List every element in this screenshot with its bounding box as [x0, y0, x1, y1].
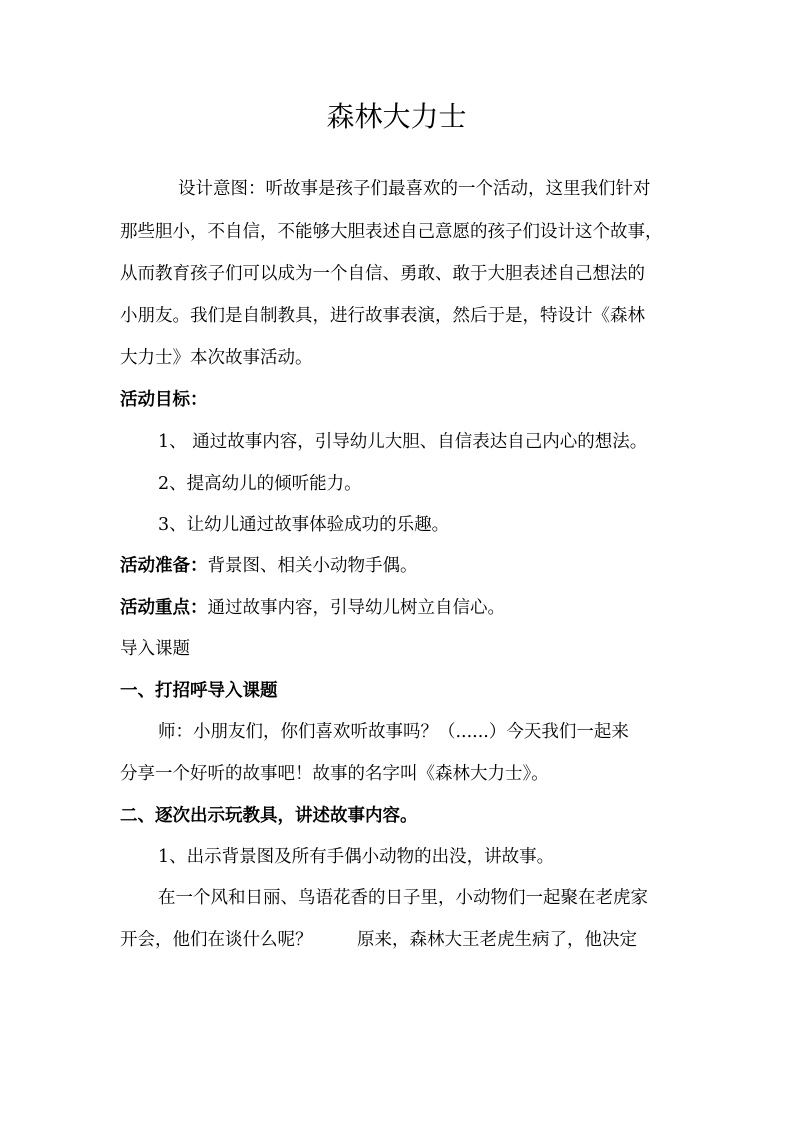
intro-topic: 导入课题	[120, 639, 190, 659]
section2-item-1: 1、出示背景图及所有手偶小动物的出没，讲故事。	[158, 847, 555, 867]
section1-line-1: 师：小朋友们，你们喜欢听故事吗？（......）今天我们一起来	[158, 722, 629, 742]
section2-line-1: 在一个风和日丽、鸟语花香的日子里，小动物们一起聚在老虎家	[158, 888, 648, 908]
section1-line-2: 分享一个好听的故事吧！故事的名字叫《森林大力士》。	[120, 764, 549, 784]
intro-line-5: 大力士》本次故事活动。	[120, 348, 313, 368]
focus-text: 通过故事内容，引导幼儿树立自信心。	[207, 598, 505, 618]
section2-heading: 二、逐次出示玩教具，讲述故事内容。	[120, 806, 418, 826]
section2-line-2: 开会，他们在谈什么呢？ 原来，森林大王老虎生病了，他决定	[120, 930, 637, 950]
prep-line	[120, 552, 418, 580]
prep-label: 活动准备：	[120, 556, 208, 576]
document-title: 森林大力士	[326, 100, 467, 133]
prep-text: 背景图、相关小动物手偶。	[207, 556, 418, 576]
intro-line-2: 那些胆小，不自信，不能够大胆表述自己意愿的孩子们设计这个故事，	[120, 222, 663, 242]
goal-item-3: 3、让幼儿通过故事体验成功的乐趣。	[158, 515, 450, 535]
focus-line	[120, 594, 505, 622]
intro-line-3: 从而教育孩子们可以成为一个自信、勇敢、敢于大胆表述自己想法的	[120, 264, 645, 284]
goals-label: 活动目标：	[120, 390, 208, 410]
focus-label: 活动重点：	[120, 598, 208, 618]
intro-line-1: 设计意图：听故事是孩子们最喜欢的一个活动，这里我们针对	[178, 179, 651, 199]
goal-item-2: 2、提高幼儿的倾听能力。	[158, 474, 362, 494]
section1-heading: 一、打招呼导入课题	[120, 681, 278, 701]
intro-line-4: 小朋友。我们是自制教具，进行故事表演，然后于是，特设计《森林	[120, 306, 645, 326]
goal-item-1: 1、 通过故事内容，引导幼儿大胆、自信表达自己内心的想法。	[158, 432, 648, 452]
